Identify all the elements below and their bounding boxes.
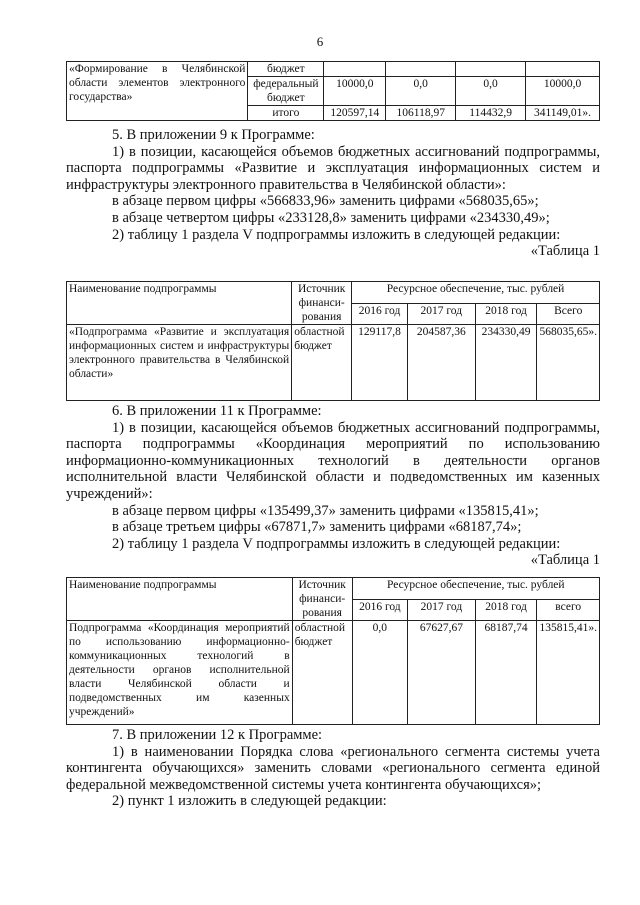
table-top-r3-v2: 106118,97 (386, 106, 456, 121)
table-top-r2-v2: 0,0 (386, 77, 456, 106)
table-top-r3-v1: 120597,14 (324, 106, 386, 121)
table-1-h-src: Источник финанси-рования (292, 282, 352, 325)
table-top-r3-v4: 341149,01». (526, 106, 600, 121)
table-1-v3: 234330,49 (475, 325, 537, 401)
table-2-name: Подпрограмма «Координация мероприятий по использованию информационно-коммуникационных технологий в деятельности органов исполнительной власти Челябинской области и подведомственных им казенных учреждений» (67, 621, 293, 725)
table-2-h-res: Ресурсное обеспечение, тыс. рублей (352, 578, 599, 600)
table-top (66, 61, 600, 121)
table-1 (66, 281, 600, 401)
table-2-v3: 68187,74 (475, 621, 537, 725)
section-5-caption: «Таблица 1 (530, 243, 600, 260)
table-2-h-2018: 2018 год (475, 599, 537, 621)
section-6-p3: в абзаце третьем цифры «67871,7» заменить цифрами «68187,74»; (112, 519, 522, 536)
page-number: 6 (316, 34, 324, 49)
section-5-p3: в абзаце четвертом цифры «233128,8» заменить цифрами «234330,49»; (112, 209, 550, 226)
section-6 (66, 403, 600, 569)
table-1-v4: 568035,65». (537, 325, 600, 401)
table-top-r3-src: итого (248, 106, 324, 121)
table-2-v1: 0,0 (352, 621, 407, 725)
table-2 (66, 577, 600, 725)
table-1-h-total: Всего (537, 303, 600, 325)
section-6-p4: 2) таблицу 1 раздела V подпрограммы изложить в следующей редакции: (112, 535, 561, 552)
table-2-h-2017: 2017 год (408, 599, 476, 621)
table-2-src: областной бюджет (292, 621, 352, 725)
section-6-heading: 6. В приложении 11 к Программе: (112, 403, 322, 419)
table-2-h-2016: 2016 год (352, 599, 407, 621)
section-7-p2: 2) пункт 1 изложить в следующей редакции: (112, 793, 387, 810)
table-top-name: «Формирование в Челябинской области элементов электронного государства» (67, 62, 248, 121)
table-1-h-2016: 2016 год (352, 303, 408, 325)
table-top-r2-v1: 10000,0 (324, 77, 386, 106)
table-top-r2-v4: 10000,0 (526, 77, 600, 106)
table-1-h-res: Ресурсное обеспечение, тыс. рублей (352, 282, 600, 304)
section-7-p1: 1) в наименовании Порядка слова «регионального сегмента системы учета контингента обучающихся» заменить словами «регионального сегмента единой федеральной межведомственной системы учета контингента обучающихся»; (66, 743, 600, 793)
table-top-r2-v3: 0,0 (456, 77, 526, 106)
table-1-name: «Подпрограмма «Развитие и эксплуатация информационных систем и инфраструктуры электронного правительства в Челябинской области» (67, 325, 292, 401)
section-7 (66, 727, 600, 810)
section-5 (66, 127, 600, 260)
table-2-h-total: всего (537, 599, 600, 621)
table-top-r3-v3: 114432,9 (456, 106, 526, 121)
section-7-heading: 7. В приложении 12 к Программе: (112, 727, 323, 743)
section-5-heading: 5. В приложении 9 к Программе: (112, 127, 315, 143)
section-5-p1: 1) в позиции, касающейся объемов бюджетных ассигнований подпрограммы, паспорта подпрограммы «Развитие и эксплуатация информационных систем и инфраструктуры электронного правительства в Челябинской области»: (66, 143, 600, 193)
table-2-h-src: Источник финанси-рования (292, 578, 352, 621)
table-1-v2: 204587,36 (407, 325, 475, 401)
table-2-v2: 67627,67 (408, 621, 476, 725)
table-1-h-name: Наименование подпрограммы (67, 282, 292, 325)
section-5-p4: 2) таблицу 1 раздела V подпрограммы изложить в следующей редакции: (112, 226, 561, 243)
table-top-r1-src: бюджет (248, 62, 324, 77)
table-top-r2-src: федеральный бюджет (248, 77, 324, 106)
table-1-v1: 129117,8 (352, 325, 408, 401)
section-6-p1: 1) в позиции, касающейся объемов бюджетных ассигнований подпрограммы, паспорта подпрограммы «Координация мероприятий по использованию информационно-коммуникационных технологий в деятельности органов исполнительной власти Челябинской области и подведомственных им казенных учреждений»: (66, 419, 600, 502)
table-2-v4: 135815,41». (537, 621, 600, 725)
table-1-h-2018: 2018 год (475, 303, 537, 325)
section-6-p2: в абзаце первом цифры «135499,37» заменить цифрами «135815,41»; (112, 502, 539, 519)
section-6-caption: «Таблица 1 (530, 552, 600, 569)
table-1-src: областной бюджет (292, 325, 352, 401)
table-2-h-name: Наименование подпрограммы (67, 578, 293, 621)
section-5-p2: в абзаце первом цифры «566833,96» заменить цифрами «568035,65»; (112, 193, 539, 210)
table-1-h-2017: 2017 год (407, 303, 475, 325)
